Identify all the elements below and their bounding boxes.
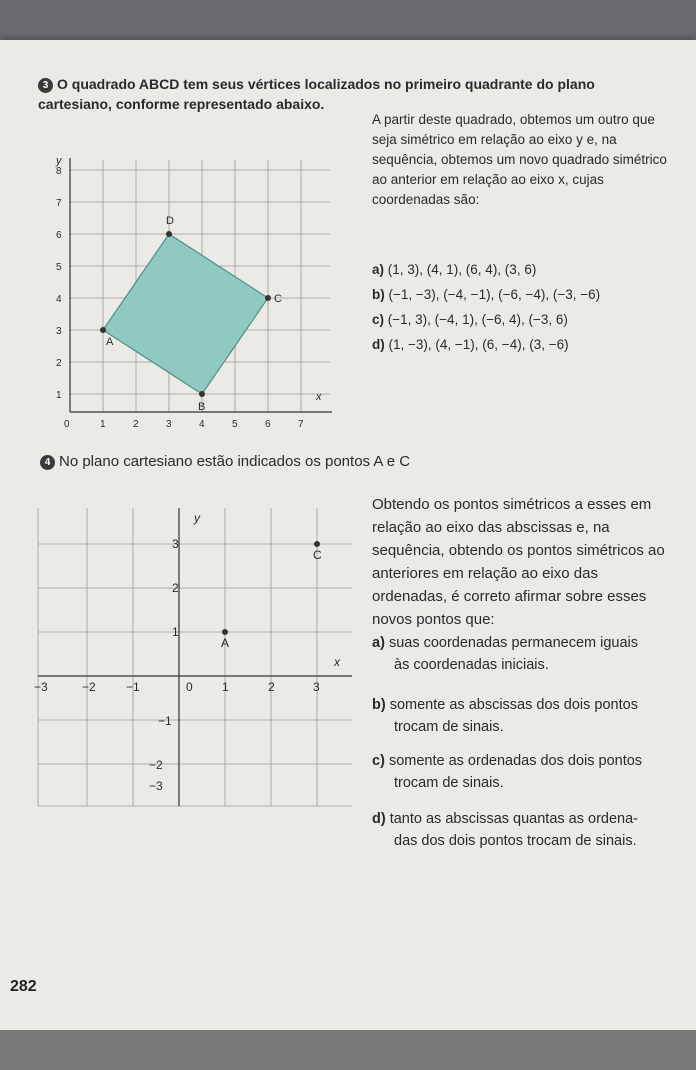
q3-xtick-1: 1 (100, 419, 106, 430)
q3-xtick-0: 0 (64, 419, 70, 430)
q3-number-badge: 3 (38, 78, 53, 93)
q4-xtick-1: 1 (222, 680, 229, 694)
q3-option-d[interactable] (372, 337, 569, 352)
q3-option-c-letter: c) (372, 312, 385, 327)
q3-xtick-3: 3 (166, 419, 172, 430)
q3-label-d: D (166, 215, 174, 227)
q3-option-b[interactable] (372, 287, 600, 302)
q3-statement (38, 74, 658, 114)
q3-option-d-text: (1, −3), (4, −1), (6, −4), (3, −6) (388, 337, 569, 352)
q3-ytick-1: 1 (56, 390, 62, 401)
q4-ytick-1: 1 (172, 625, 179, 639)
q3-label-c: C (274, 293, 282, 305)
q4-option-a[interactable] (372, 632, 682, 676)
q3-xtick-6: 6 (265, 419, 271, 430)
q4-ytick-neg1: −1 (158, 714, 172, 728)
q3-option-a[interactable] (372, 262, 536, 277)
q4-number-badge: 4 (40, 455, 55, 470)
q4-option-a-line2: às coordenadas iniciais. (394, 657, 549, 673)
q4-point-a (222, 629, 228, 635)
q4-ytick-neg3: −3 (149, 779, 163, 793)
q4-body-text: Obtendo os pontos simétricos a esses em relação ao eixo das abscissas e, na sequência, obtendo os pontos simétricos ao anteriores em relação ao eixo das ordenadas, é correto afirmar sobre esses novos pontos que: (372, 496, 665, 628)
q3-ytick-8: 8 (56, 166, 62, 177)
q4-label-c: C (313, 548, 322, 562)
q3-point-b (199, 391, 205, 397)
q3-option-a-letter: a) (372, 262, 385, 277)
q3-xtick-7: 7 (298, 419, 304, 430)
q4-axis-x-label: x (334, 655, 340, 669)
q3-option-c-text: (−1, 3), (−4, 1), (−6, 4), (−3, 6) (387, 312, 568, 327)
q3-ytick-5: 5 (56, 262, 62, 273)
q4-option-a-line1: suas coordenadas permanecem iguais (388, 635, 639, 651)
q3-point-c (265, 295, 271, 301)
q3-label-a: A (106, 336, 114, 348)
q3-option-b-letter: b) (372, 287, 385, 302)
q4-label-a: A (221, 636, 230, 650)
q3-point-d (166, 231, 172, 237)
q4-grid (38, 508, 352, 806)
q3-xtick-5: 5 (232, 419, 238, 430)
q3-label-b: B (198, 401, 206, 413)
q4-option-c-letter: c) (372, 753, 385, 769)
q4-statement-text: No plano cartesiano estão indicados os pontos A e C (59, 453, 411, 470)
q4-statement (40, 452, 410, 472)
q3-graph (40, 150, 340, 440)
q4-xtick-neg2: −2 (82, 680, 96, 694)
q3-axis-x-label: x (316, 391, 322, 403)
q4-option-b[interactable] (372, 694, 682, 738)
q4-xtick-0: 0 (186, 680, 193, 694)
q4-option-a-letter: a) (372, 635, 385, 651)
q3-ytick-3: 3 (56, 326, 62, 337)
q4-option-c[interactable] (372, 750, 682, 794)
q4-option-b-line1: somente as abscissas dos dois pontos (389, 697, 638, 713)
q4-option-c-line1: somente as ordenadas dos dois pontos (388, 753, 643, 769)
q4-xtick-neg3: −3 (34, 680, 48, 694)
q3-ytick-2: 2 (56, 358, 62, 369)
q4-ytick-3: 3 (172, 537, 179, 551)
q4-ytick-2: 2 (172, 581, 179, 595)
q3-xtick-2: 2 (133, 419, 139, 430)
q4-axis-y-label: y (194, 511, 200, 525)
q3-body-text: A partir deste quadrado, obtemos um outro que seja simétrico em relação ao eixo y e, na sequência, obtemos um novo quadrado simétrico ao anterior em relação ao eixo x, cujas coordenadas são: (372, 112, 667, 207)
q3-xtick-4: 4 (199, 419, 205, 430)
q4-ytick-neg2: −2 (149, 758, 163, 772)
page-number: 282 (10, 978, 37, 995)
q3-ytick-4: 4 (56, 294, 62, 305)
q3-statement-text: O quadrado ABCD tem seus vértices localizados no primeiro quadrante do plano cartesiano, conforme representado abaixo. (38, 76, 595, 112)
q4-option-d-line1: tanto as abscissas quantas as ordena- (389, 811, 638, 827)
background-surface (0, 1030, 696, 1070)
q4-option-c-line2: trocam de sinais. (394, 775, 504, 791)
q4-option-b-letter: b) (372, 697, 386, 713)
q3-point-a (100, 327, 106, 333)
q3-option-a-text: (1, 3), (4, 1), (6, 4), (3, 6) (387, 262, 537, 277)
q4-point-c (314, 541, 320, 547)
q4-graph (30, 500, 360, 820)
q4-xtick-3: 3 (313, 680, 320, 694)
q4-option-b-line2: trocam de sinais. (394, 719, 504, 735)
q4-option-d-line2: das dos dois pontos trocam de sinais. (394, 833, 637, 849)
q3-option-b-text: (−1, −3), (−4, −1), (−6, −4), (−3, −6) (388, 287, 601, 302)
q3-axis-y-label: y (56, 155, 62, 167)
q3-square-abcd (103, 234, 268, 394)
q4-xtick-neg1: −1 (126, 680, 140, 694)
q3-ytick-7: 7 (56, 198, 62, 209)
q3-option-c[interactable] (372, 312, 568, 327)
q3-ytick-6: 6 (56, 230, 62, 241)
q3-option-d-letter: d) (372, 337, 385, 352)
q4-xtick-2: 2 (268, 680, 275, 694)
q4-option-d[interactable] (372, 808, 682, 852)
q4-option-d-letter: d) (372, 811, 386, 827)
